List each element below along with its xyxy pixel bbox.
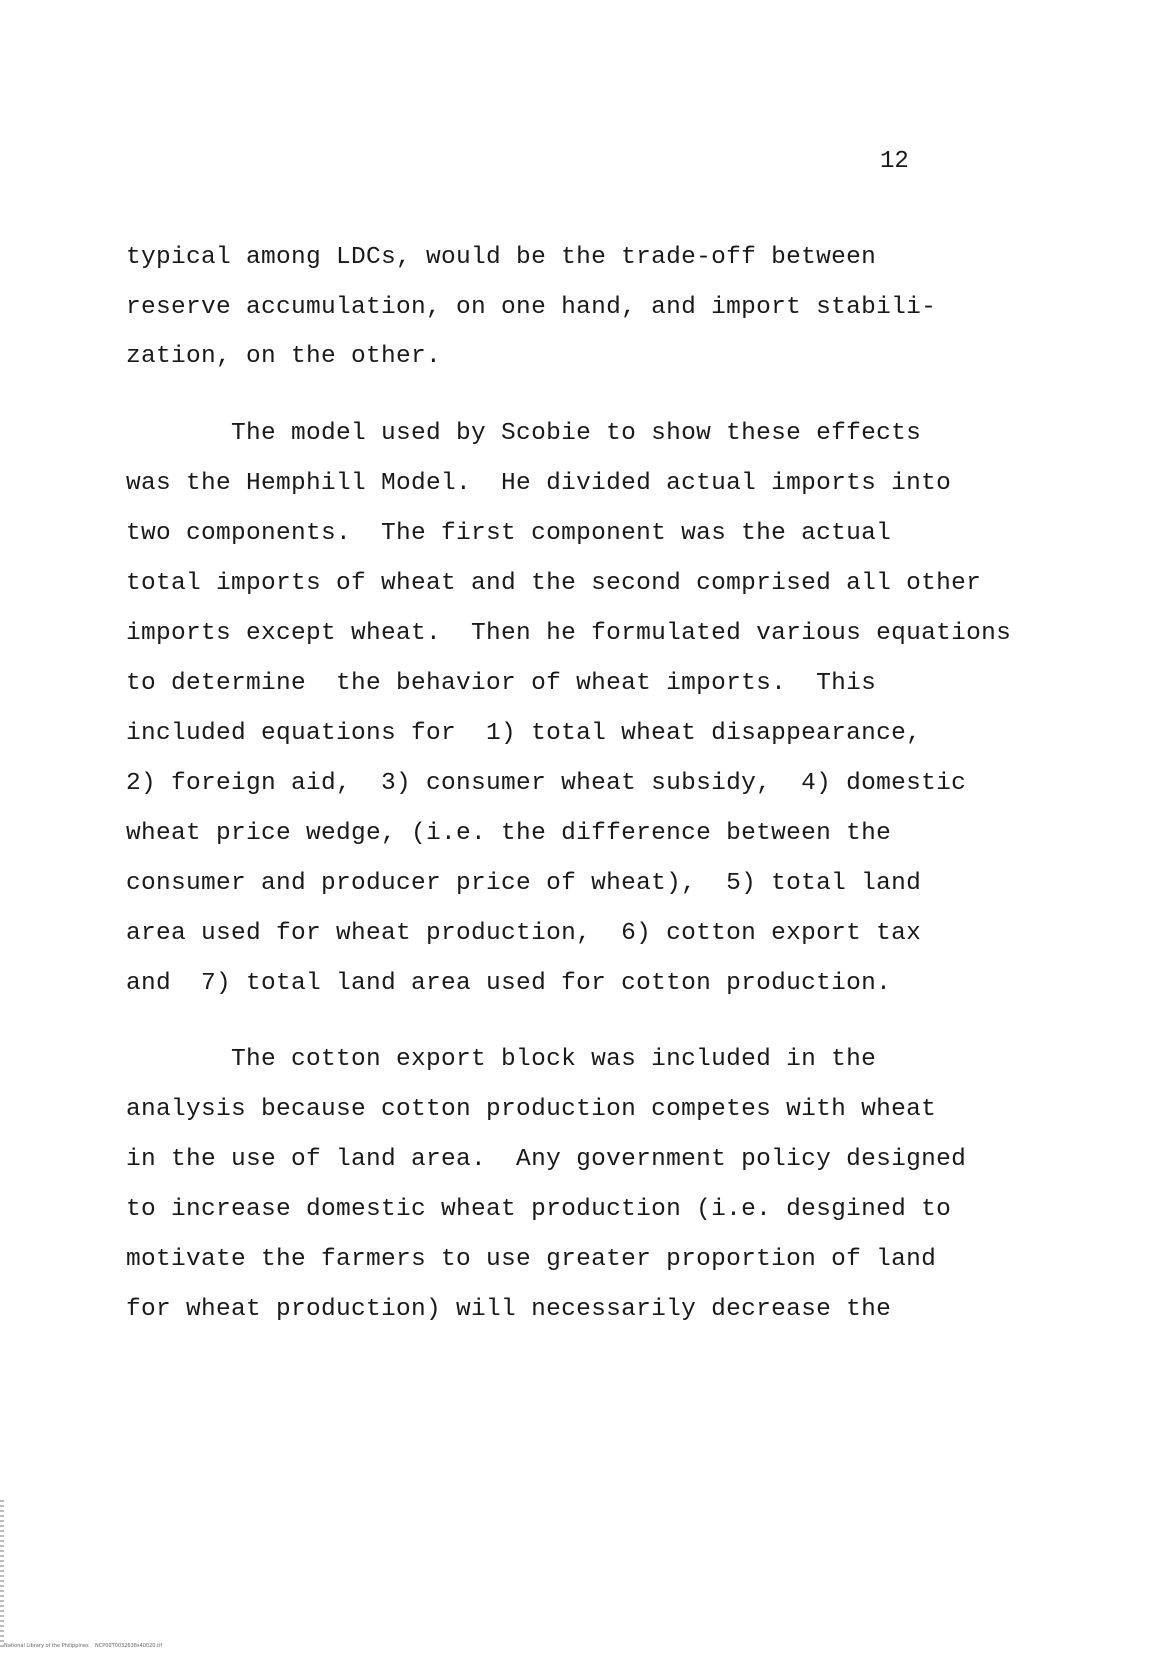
text-line: zation, on the other. bbox=[126, 343, 442, 370]
text-line: to determine the behavior of wheat imports. This bbox=[126, 670, 877, 697]
scan-footer: National Library of the Philippines NCP00T0032638s40020.tif bbox=[4, 1643, 163, 1649]
text-line: total imports of wheat and the second comprised all other bbox=[126, 570, 982, 597]
text-line: motivate the farmers to use greater proportion of land bbox=[126, 1246, 937, 1273]
page-number: 12 bbox=[880, 148, 909, 175]
text-line: and 7) total land area used for cotton production. bbox=[126, 970, 892, 997]
text-line: wheat price wedge, (i.e. the difference between the bbox=[126, 820, 892, 847]
text-line: in the use of land area. Any government policy designed bbox=[126, 1146, 967, 1173]
text-line: two components. The first component was the actual bbox=[126, 520, 892, 547]
text-line: was the Hemphill Model. He divided actual imports into bbox=[126, 470, 952, 497]
text-line: for wheat production) will necessarily decrease the bbox=[126, 1296, 892, 1323]
text-line: 2) foreign aid, 3) consumer wheat subsidy, 4) domestic bbox=[126, 770, 967, 797]
text-line: reserve accumulation, on one hand, and import stabili- bbox=[126, 294, 937, 321]
text-line: typical among LDCs, would be the trade-off between bbox=[126, 244, 877, 271]
text-line: included equations for 1) total wheat disappearance, bbox=[126, 720, 922, 747]
text-line: area used for wheat production, 6) cotton export tax bbox=[126, 920, 922, 947]
text-line: The model used by Scobie to show these effects bbox=[126, 420, 922, 447]
text-line: consumer and producer price of wheat), 5) total land bbox=[126, 870, 922, 897]
text-line: analysis because cotton production competes with wheat bbox=[126, 1096, 937, 1123]
text-line: imports except wheat. Then he formulated various equations bbox=[126, 620, 1012, 647]
scan-edge-mark bbox=[0, 1500, 4, 1650]
text-line: to increase domestic wheat production (i.e. desgined to bbox=[126, 1196, 952, 1223]
text-line: The cotton export block was included in the bbox=[126, 1046, 877, 1073]
